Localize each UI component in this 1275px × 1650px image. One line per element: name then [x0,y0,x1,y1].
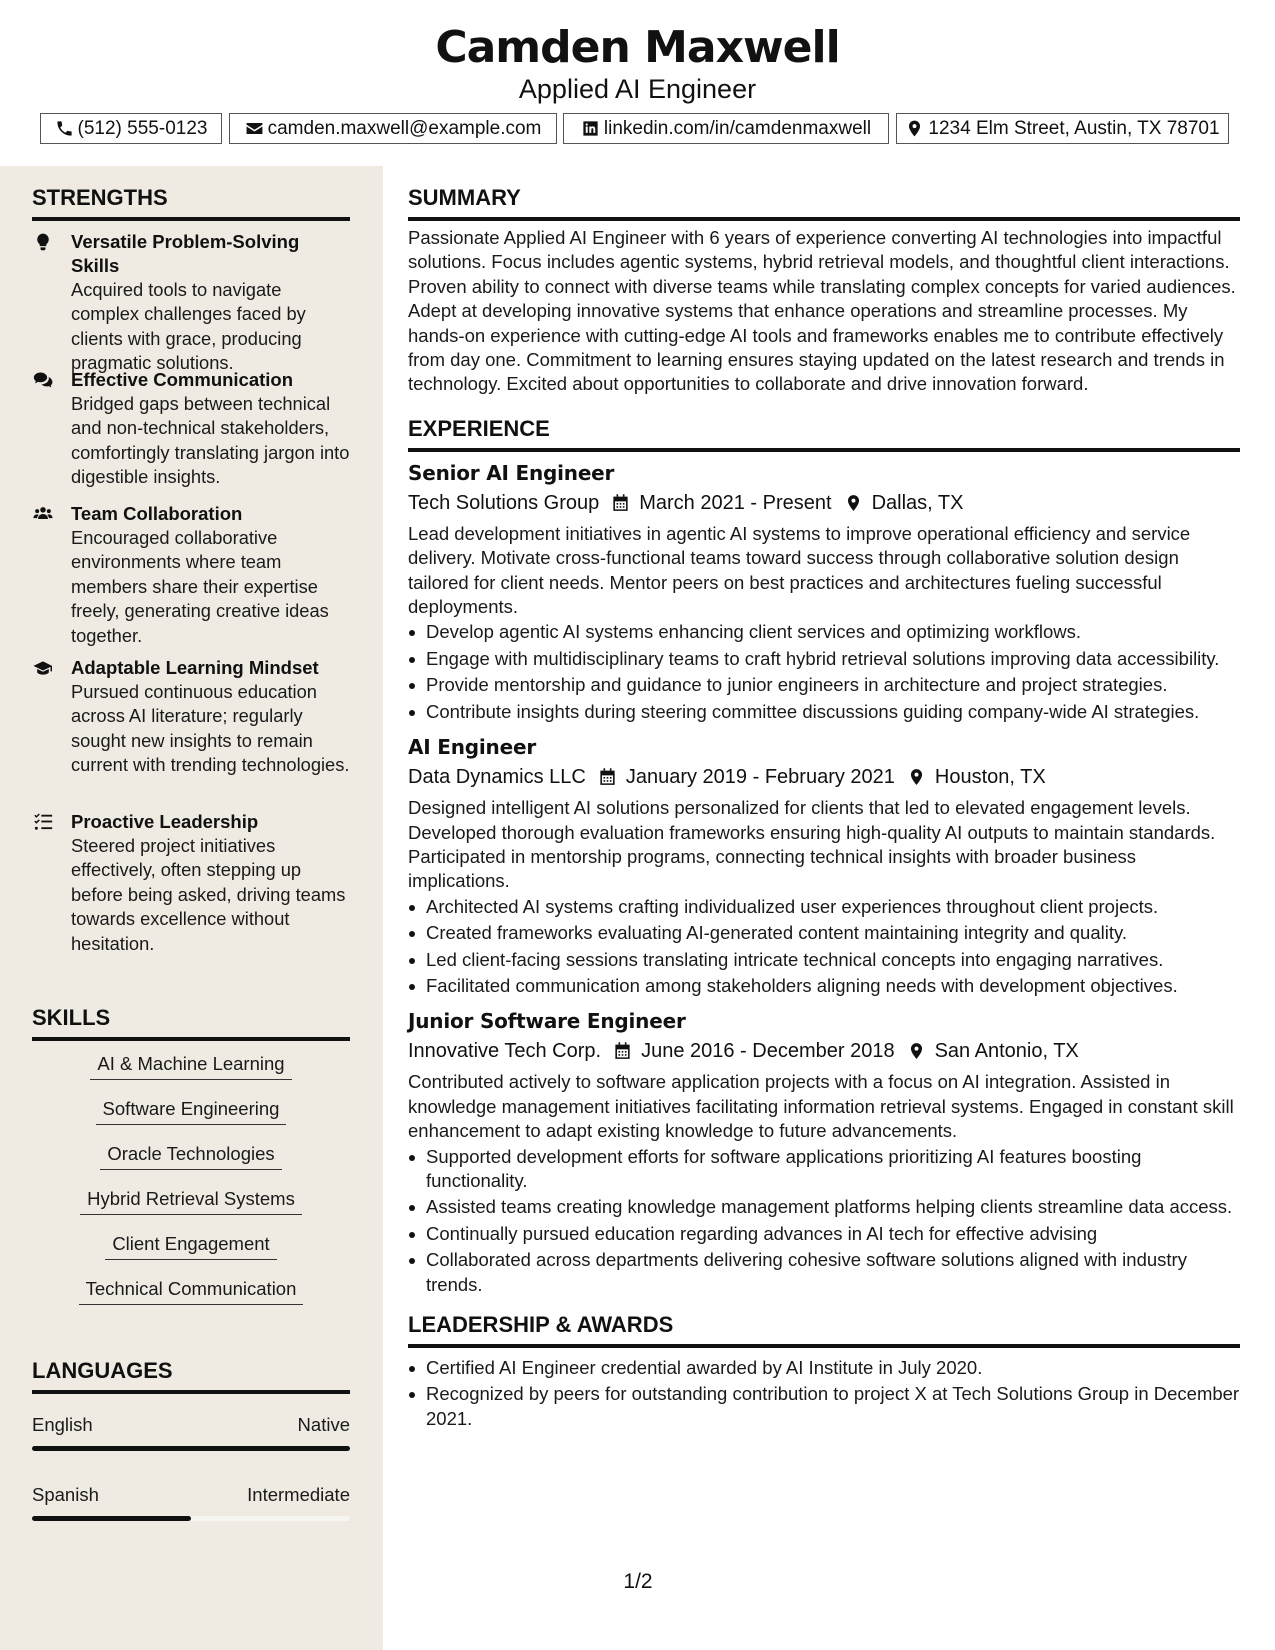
list-item: Assisted teams creating knowledge management platforms helping clients streamline data access. [426,1195,1240,1219]
candidate-name: Camden Maxwell [435,22,840,73]
resume-header [0,0,1275,166]
job-company: Innovative Tech Corp. [408,1040,602,1063]
language-bar-spanish [32,1516,350,1521]
strength-title: Proactive Leadership [71,811,259,832]
list-item: Led client-facing sessions translating intricate technical concepts into engaging narratives. [426,948,1240,972]
skill-item: Software Engineering [32,1096,350,1125]
list-item: Facilitated communication among stakeholders aligning needs with development objectives. [426,974,1240,998]
job-title: AI Engineer [408,735,536,760]
graduation-cap-icon [32,658,56,680]
list-item: Engage with multidisciplinary teams to craft hybrid retrieval solutions improving data accessibility. [426,647,1240,671]
experience-rule [408,448,1240,452]
skills-rule [32,1037,350,1041]
languages-heading: LANGUAGES [32,1357,350,1394]
skill-item: AI & Machine Learning [32,1051,350,1080]
skill-item: Oracle Technologies [32,1141,350,1170]
strength-item [32,368,352,490]
map-pin-icon [905,119,924,138]
job-location: San Antonio, TX [934,1040,1079,1063]
summary-rule [408,217,1240,221]
address-text: 1234 Elm Street, Austin, TX 78701 [928,118,1220,139]
main-content [408,166,1240,1433]
job-company: Data Dynamics LLC [408,766,586,789]
job-entry [408,458,1240,724]
language-bar-fill [32,1446,350,1451]
strength-title: Effective Communication [71,369,294,390]
users-icon [32,504,56,526]
job-dates: March 2021 - Present [639,491,832,514]
strength-item [32,230,352,376]
strength-title: Adaptable Learning Mindset [71,657,319,678]
linkedin-icon [581,119,600,138]
skill-item: Hybrid Retrieval Systems [32,1186,350,1215]
sidebar [0,166,383,1650]
language-name: English [32,1414,93,1435]
lightbulb-icon [32,232,56,254]
job-dates: June 2016 - December 2018 [641,1040,895,1063]
language-bar-fill [32,1516,191,1521]
language-level: Intermediate [247,1484,350,1505]
strengths-heading: STRENGTHS [32,184,350,221]
list-item: Contribute insights during steering committee discussions guiding company-wide AI strategies. [426,700,1240,724]
summary-heading: SUMMARY [408,184,1240,221]
strength-desc: Encouraged collaborative environments where team members share their expertise freely, generating creative ideas together. [71,527,329,646]
awards-list [408,1356,1240,1431]
list-item: Continually pursued education regarding advances in AI tech for effective advising [426,1222,1240,1246]
job-bullets [408,620,1240,724]
calendar-icon [611,493,630,513]
strength-desc: Steered project initiatives effectively, often stepping up before being asked, driving teams towards excellence without hesitation. [71,835,346,954]
list-item: Supported development efforts for software applications prioritizing AI features boosting functionality. [426,1145,1240,1194]
candidate-title: Applied AI Engineer [518,74,757,104]
job-location: Dallas, TX [871,491,964,514]
comments-icon [32,370,56,392]
job-bullets [408,895,1240,999]
strength-desc: Pursued continuous education across AI literature; regularly sought new insights to remain current with trending technologies. [71,681,350,776]
map-pin-icon [907,767,926,787]
job-description: Designed intelligent AI solutions personalized for clients that led to elevated engagement levels. Developed thorough evaluation frameworks ensuring high-quality AI outputs to maintain standards. Participated in mentorship programs, connecting technical insights with broader business implications. [408,797,1216,892]
skills-heading: SKILLS [32,1004,350,1041]
calendar-icon [613,1041,632,1061]
job-entry [408,1006,1240,1297]
language-english [32,1413,350,1437]
list-check-icon [32,812,56,834]
list-item: Certified AI Engineer credential awarded by AI Institute in July 2020. [426,1356,1240,1380]
map-pin-icon [844,493,863,513]
contact-phone[interactable] [40,113,222,144]
strength-desc: Bridged gaps between technical and non-technical stakeholders, comfortingly translating jargon into digestible insights. [71,393,350,488]
job-company: Tech Solutions Group [408,491,600,514]
calendar-icon [598,767,617,787]
languages-rule [32,1390,350,1394]
strength-item [32,502,352,648]
skill-item: Technical Communication [32,1276,350,1305]
phone-text: (512) 555-0123 [77,118,208,139]
list-item: Collaborated across departments delivering cohesive software solutions aligned with industry trends. [426,1248,1240,1297]
contact-address[interactable] [896,113,1229,144]
job-description: Contributed actively to software application projects with a focus on AI integration. Assisted in knowledge management initiatives facilitating information retrieval systems. Engaged in constant skill enhancement to adapt existing knowledge to future advancements. [408,1071,1234,1142]
email-text: camden.maxwell@example.com [267,118,542,139]
job-description: Lead development initiatives in agentic AI systems to improve operational efficiency and service delivery. Motivate cross-functional teams toward success through collaborative solution design tailored for client needs. Mentor peers on best practices and architectures fueling successful deployments. [408,522,1191,618]
strength-item [32,656,352,778]
strength-item [32,810,352,956]
strength-desc: Acquired tools to navigate complex challenges faced by clients with grace, producing pragmatic solutions. [71,279,306,374]
phone-icon [55,119,74,138]
job-location: Houston, TX [934,766,1046,789]
linkedin-text: linkedin.com/in/camdenmaxwell [603,118,872,139]
list-item: Develop agentic AI systems enhancing client services and optimizing workflows. [426,620,1240,644]
job-entry [408,732,1240,998]
page-number: 1/2 [623,1570,653,1593]
list-item: Recognized by peers for outstanding contribution to project X at Tech Solutions Group in December 2021. [426,1382,1240,1431]
contact-linkedin[interactable] [563,113,889,144]
job-title: Senior AI Engineer [408,460,615,485]
summary-text: Passionate Applied AI Engineer with 6 years of experience converting AI technologies into impactful solutions. Focus includes agentic systems, hybrid retrieval models, and thoughtful client interactions. Proven ability to connect with diverse teams while translating complex concepts for varied audiences. Adept at developing innovative systems that enhance operations and streamline processes. My hands-on experience with cutting-edge AI tools and frameworks enables me to contribute effectively from day one. Commitment to learning ensures staying updated on the latest research and trends in technology. Excited about opportunities to collaborate and drive innovation forward. [408,227,1236,395]
map-pin-icon [907,1041,926,1061]
job-meta [408,488,1240,518]
job-meta [408,1036,1240,1066]
list-item: Architected AI systems crafting individualized user experiences throughout client projects. [426,895,1240,919]
language-spanish [32,1483,350,1507]
list-item: Provide mentorship and guidance to junior engineers in architecture and project strategies. [426,673,1240,697]
strength-title: Team Collaboration [71,503,243,524]
envelope-icon [245,119,264,138]
strengths-rule [32,217,350,221]
language-level: Native [297,1414,350,1435]
language-bar-english [32,1446,350,1451]
awards-heading: LEADERSHIP & AWARDS [408,1311,1240,1348]
experience-heading: EXPERIENCE [408,415,1240,452]
skill-item: Client Engagement [32,1231,350,1260]
language-name: Spanish [32,1484,99,1505]
strength-title: Versatile Problem-Solving Skills [71,231,300,276]
job-title: Junior Software Engineer [408,1009,686,1034]
job-dates: January 2019 - February 2021 [625,766,895,789]
contact-email[interactable] [229,113,557,144]
job-bullets [408,1145,1240,1297]
job-meta [408,762,1240,792]
list-item: Created frameworks evaluating AI-generated content maintaining integrity and quality. [426,921,1240,945]
awards-rule [408,1344,1240,1348]
